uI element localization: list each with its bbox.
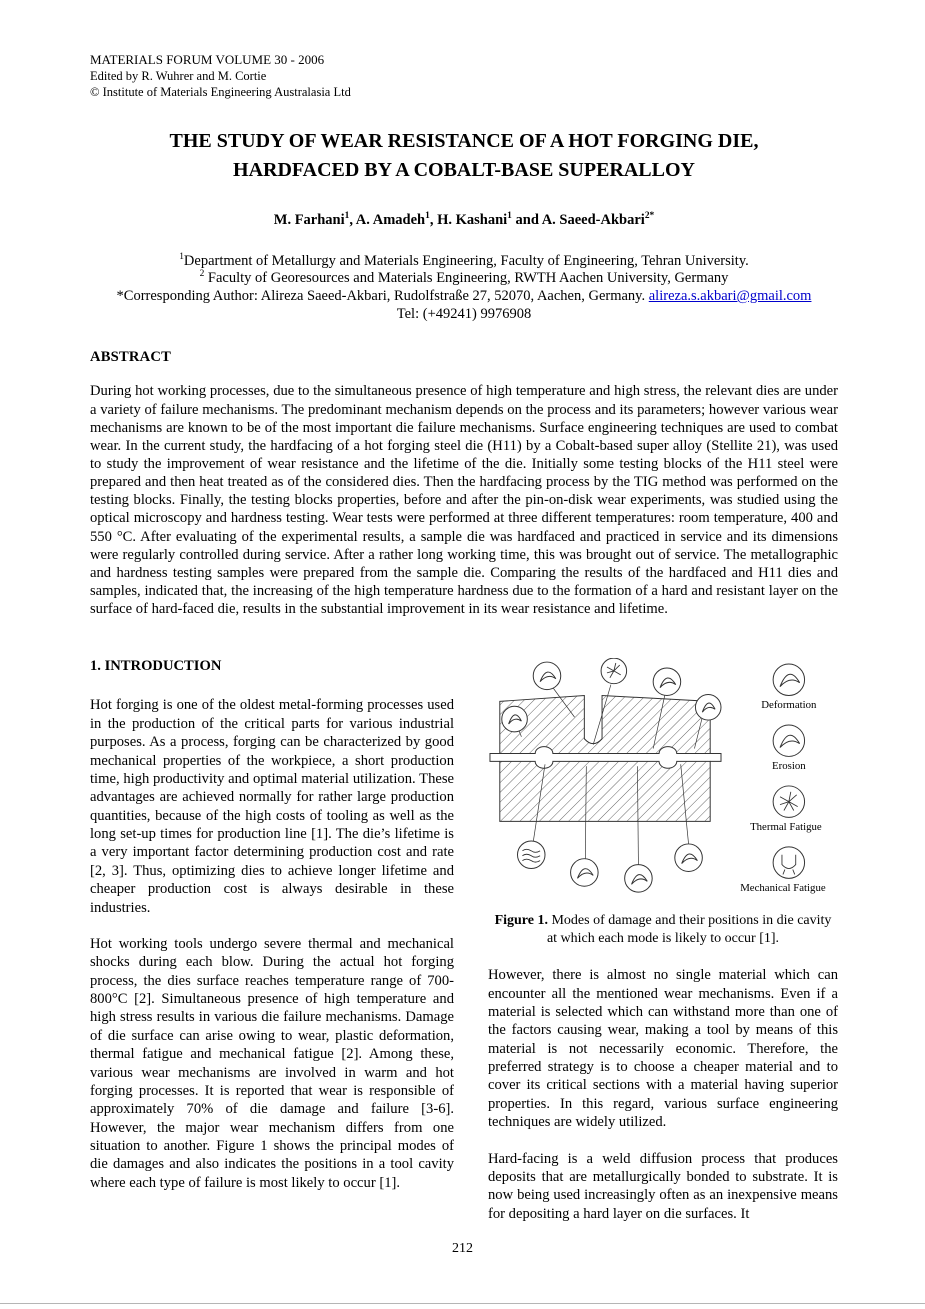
right-paragraph-1: However, there is almost no single material which can encounter all the mentioned wear mechanisms. Even if a material is selected which can withstand more than one of the factors causing wear, making a tool by means of this material is not necessarily economic. Therefore, the preferred strategy is to choose a cheaper material and to cover its critical sections with a material having superior properties. In this regard, various surface engineering techniques are widely utilized. <box>488 967 838 1131</box>
abstract-body: During hot working processes, due to the simultaneous presence of high temperature and high stress, the relevant dies are under a variety of failure mechanisms. The predominant mechanism depends on the process and its parameters; however various wear mechanisms are known to be of the most important die failure mechanisms. Surface engineering techniques are used to combat wear. In the current study, the hardfacing of a hot forging steel die (H11) by a Cobalt-based super alloy (Stellite 21), was used to study the improvement of wear resistance and the lifetime of the die. Initially some testing blocks of the H11 steel were prepared and then heat treated as of the considered dies. Then the hardfacing process by the TIG method was performed on the testing blocks. Finally, the testing blocks properties, before and after the pin-on-disk wear experiments, was studied using the optical microscopy and hardness testing. Wear tests were performed at three different temperatures: room temperature, 400 and 550 °C. After evaluating of the experimental results, a sample die was hardfaced and practiced in service and its dimensions were regularly controlled during service. After a rather long working time, this was brought out of service. The metallographic and hardness testing samples were prepared from the sample die. Comparing the results of the hardfaced and H11 dies and samples, indicated that, the increasing of the high temperature hardness due to the formation of a hard and resistant layer on the surface of hard-faced die, results in the substantial improvement in its wear resistance and lifetime. <box>90 383 838 618</box>
title-line-1: THE STUDY OF WEAR RESISTANCE OF A HOT FORGING DIE, <box>169 129 759 152</box>
introduction-heading: 1. INTRODUCTION <box>90 658 222 675</box>
figure1-diagram <box>488 658 838 906</box>
deformation-label: Deformation <box>761 699 817 712</box>
detail-circle-chip-4 <box>571 859 599 887</box>
abstract-heading: ABSTRACT <box>90 349 172 366</box>
email-link[interactable]: alireza.s.akbari@gmail.com <box>648 287 812 304</box>
journal-editors: Edited by R. Wuhrer and M. Cortie <box>90 68 267 83</box>
page-title <box>90 127 838 185</box>
detail-circle-chip-5 <box>625 865 653 893</box>
journal-title: MATERIALS FORUM VOLUME 30 - 2006 <box>90 52 325 67</box>
title-line-2: HARDFACED BY A COBALT-BASE SUPERALLOY <box>233 158 695 181</box>
page-number: 212 <box>452 1241 473 1256</box>
left-column <box>90 658 454 1241</box>
erosion-label: Erosion <box>772 760 806 773</box>
affiliations-block <box>90 253 838 324</box>
figure1 <box>488 658 838 948</box>
thermal-fatigue-circle <box>773 786 804 817</box>
detail-circle-chip-2 <box>653 668 681 696</box>
mechanical-fatigue-circle <box>773 847 804 878</box>
erosion-circle <box>773 725 804 756</box>
journal-copyright: © Institute of Materials Engineering Australasia Ltd <box>90 84 351 99</box>
mechanical-fatigue-label: Mechanical Fatigue <box>740 882 826 895</box>
two-column-body <box>90 658 838 1241</box>
journal-header <box>90 52 838 100</box>
affiliation-1: $^1$Department of Metallurgy and Materials Engineering, Faculty of Engineering, Tehran University. <box>179 251 749 269</box>
right-column <box>488 658 838 1241</box>
right-paragraph-2: Hard-facing is a weld diffusion process that produces deposits that are metallurgically bonded to substrate. It is now being used increasingly often as an inexpensive means for depositing a hard layer on die surfaces. It <box>488 1150 838 1222</box>
detail-circle-chip-6 <box>675 844 703 872</box>
deformation-circle <box>773 664 804 695</box>
figure1-caption: Figure 1. Modes of damage and their positions in die cavity at which each mode is likely to occur [1]. <box>494 913 832 947</box>
detail-circle-chip-left <box>502 707 528 733</box>
detail-circle-chip-3 <box>695 695 721 721</box>
detail-circle-wear-lines <box>517 841 545 869</box>
authors-line: M. Farhani$^1$, A. Amadeh$^1$, H. Kashani$^1$ and A. Saeed-Akbari$^{2*}$ <box>273 210 655 228</box>
intro-paragraph-2: Hot working tools undergo severe thermal and mechanical shocks during each blow. During the actual hot forging process, the dies surface reaches temperature range of 700-800°C [2]. Simultaneous presence of high temperature and high stress results in various die failure mechanisms. Damage of die surface can arise owing to wear, plastic deformation, thermal fatigue and mechanical fatigue [2]. Among these, various wear mechanisms are involved in warm and hot forging processes. It is reported that wear is responsible of approximately 70% of die damage and failure [3-6]. However, the major wear mechanism differs from one situation to another. Figure 1 shows the principal modes of die damages and also indicates the positions in a tool cavity where each type of failure is most likely to occur [1]. <box>90 935 454 1191</box>
affiliation-2: $^2$ Faculty of Georesources and Materials Engineering, RWTH Aachen University, Germany <box>199 269 729 287</box>
thermal-fatigue-label: Thermal Fatigue <box>750 821 822 834</box>
detail-circle-crack-network <box>601 658 627 684</box>
page-bottom-edge <box>0 1303 925 1304</box>
corresponding-author-line: *Corresponding Author: Alireza Saeed-Akbari, Rudolfstraße 27, 52070, Aachen, Germany. alireza.s.akbari@gmail.com <box>116 287 812 304</box>
intro-paragraph-1: Hot forging is one of the oldest metal-forming processes used in the production of the critical parts for various industrial purposes. As a process, forging can be characterized by good mechanical properties of the workpiece, a short production time, high productivity and optimal material utilization. These advantages are achieved normally for rather large production quantities, because of the high costs of tooling as well as the long set-up times for production line [1]. The die’s lifetime is a very important factor determining production cost and rate [2, 3]. Thus, optimizing dies to achieve longer lifetime and cheaper production cost is always desirable in these industries. <box>90 697 454 916</box>
telephone-line: Tel: (+49241) 9976908 <box>396 305 532 322</box>
detail-circle-chip-1 <box>533 662 561 690</box>
